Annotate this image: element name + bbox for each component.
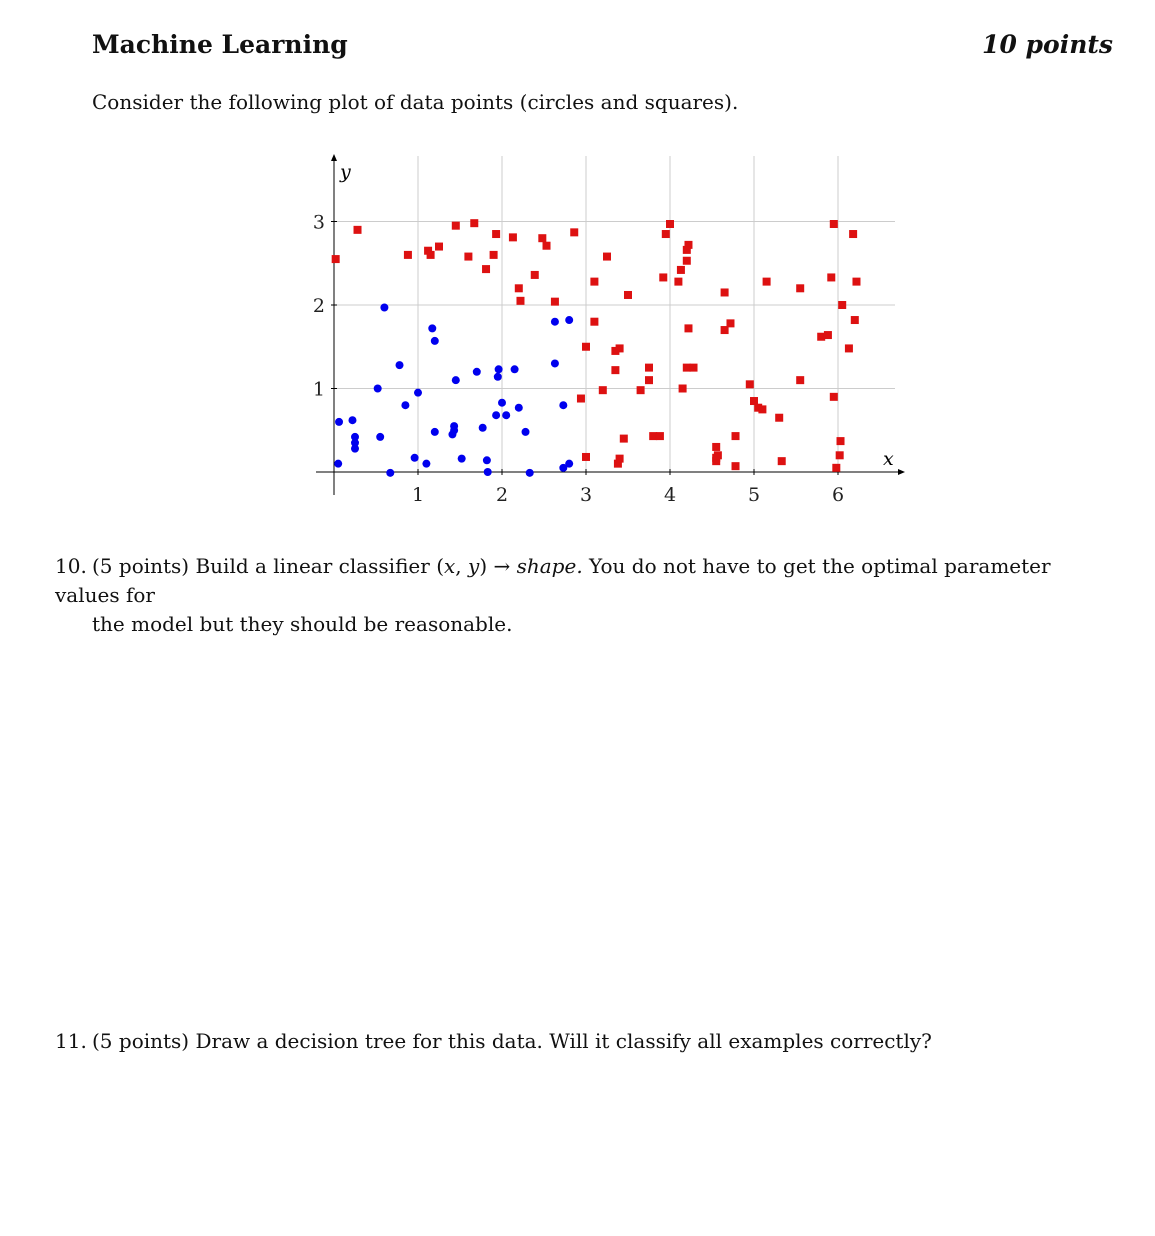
square-point <box>616 344 624 352</box>
question-11 <box>55 1027 1115 1056</box>
square-point <box>837 437 845 445</box>
math-x: x <box>444 554 456 578</box>
square-point <box>659 273 667 281</box>
data-points <box>332 219 861 477</box>
square-point <box>590 318 598 326</box>
circle-point <box>348 416 356 424</box>
circle-point <box>511 365 519 373</box>
square-point <box>582 453 590 461</box>
y-tick-label: 3 <box>312 211 325 234</box>
square-point <box>492 230 500 238</box>
x-tick-label: 3 <box>579 484 593 506</box>
square-point <box>677 266 685 274</box>
square-point <box>470 219 478 227</box>
circle-point <box>450 422 458 430</box>
circle-point <box>458 455 466 463</box>
question-number: 10. <box>55 554 87 578</box>
y-tick-label: 1 <box>312 378 325 401</box>
circle-point <box>452 376 460 384</box>
square-point <box>714 451 722 459</box>
square-point <box>404 251 412 259</box>
square-point <box>577 395 585 403</box>
square-point <box>543 242 551 250</box>
square-point <box>645 364 653 372</box>
circle-point <box>515 404 523 412</box>
square-point <box>712 443 720 451</box>
question-10 <box>55 552 1115 639</box>
x-axis-label: x <box>883 448 894 470</box>
square-point <box>778 457 786 465</box>
square-point <box>827 273 835 281</box>
square-point <box>427 251 435 259</box>
square-point <box>845 344 853 352</box>
square-point <box>645 376 653 384</box>
square-point <box>684 241 692 249</box>
circle-point <box>431 337 439 345</box>
question-text: Draw a decision tree for this data. Will it classify all examples correctly? <box>195 1029 932 1053</box>
square-point <box>852 278 860 286</box>
circle-point <box>414 389 422 397</box>
circle-point <box>484 468 492 476</box>
square-point <box>758 405 766 413</box>
circle-point <box>483 456 491 464</box>
square-point <box>599 386 607 394</box>
circle-point <box>431 428 439 436</box>
question-points: (5 points) <box>92 554 190 578</box>
x-tick-label: 6 <box>831 484 845 506</box>
square-point <box>849 230 857 238</box>
question-text-tail: You do not have to get the optimal parameter values for <box>55 554 1051 607</box>
circle-point <box>559 401 567 409</box>
square-point <box>796 376 804 384</box>
square-point <box>732 462 740 470</box>
x-axis-arrow <box>898 469 905 475</box>
question-number: 11. <box>55 1029 87 1053</box>
circle-point <box>428 324 436 332</box>
square-point <box>656 432 664 440</box>
x-tick-label: 2 <box>495 484 509 506</box>
square-point <box>726 319 734 327</box>
square-point <box>509 233 517 241</box>
circle-point <box>335 418 343 426</box>
math-expression <box>436 554 487 578</box>
circle-point <box>492 411 500 419</box>
square-point <box>830 393 838 401</box>
math-y: y <box>468 554 480 578</box>
target-label: shape. <box>516 554 583 578</box>
square-point <box>611 366 619 374</box>
square-point <box>746 380 754 388</box>
math-comma: , <box>455 554 462 578</box>
intro-text: Consider the following plot of data points (circles and squares). <box>92 90 739 114</box>
arrow-symbol: → <box>493 554 511 578</box>
square-point <box>616 455 624 463</box>
square-point <box>679 385 687 393</box>
circle-point <box>494 373 502 381</box>
square-point <box>683 257 691 265</box>
circle-point <box>380 304 388 312</box>
square-point <box>684 324 692 332</box>
square-point <box>354 226 362 234</box>
circle-point <box>396 361 404 369</box>
square-point <box>531 271 539 279</box>
square-point <box>435 243 443 251</box>
square-point <box>582 343 590 351</box>
square-point <box>620 435 628 443</box>
square-point <box>516 297 524 305</box>
square-point <box>763 278 771 286</box>
circle-point <box>522 428 530 436</box>
circle-point <box>374 385 382 393</box>
square-point <box>666 220 674 228</box>
circle-point <box>422 460 430 468</box>
circle-point <box>376 433 384 441</box>
axes <box>316 154 905 495</box>
square-point <box>662 230 670 238</box>
square-point <box>674 278 682 286</box>
circle-point <box>386 469 394 477</box>
square-point <box>332 255 340 263</box>
ticks <box>313 212 844 507</box>
y-axis-label: y <box>340 161 351 183</box>
circle-point <box>479 424 487 432</box>
square-point <box>824 331 832 339</box>
square-point <box>721 288 729 296</box>
x-tick-label: 1 <box>411 484 425 506</box>
circle-point <box>495 365 503 373</box>
square-point <box>836 451 844 459</box>
math-paren-open: ( <box>436 554 444 578</box>
circle-point <box>473 368 481 376</box>
square-point <box>590 278 598 286</box>
y-tick-label: 2 <box>312 295 325 317</box>
square-point <box>851 316 859 324</box>
square-point <box>603 253 611 261</box>
question-text-continued: the model but they should be reasonable. <box>92 612 513 636</box>
circle-point <box>411 454 419 462</box>
question-points: (5 points) <box>92 1029 190 1053</box>
square-point <box>482 265 490 273</box>
question-text: Build a linear classifier <box>195 554 430 578</box>
points-label: 10 points <box>982 30 1113 59</box>
grid <box>334 156 895 472</box>
square-point <box>637 386 645 394</box>
circle-point <box>565 460 573 468</box>
x-tick-label: 5 <box>747 484 761 506</box>
square-point <box>624 291 632 299</box>
square-point <box>570 228 578 236</box>
square-point <box>775 414 783 422</box>
x-tick-label: 4 <box>663 484 677 506</box>
circle-point <box>401 401 409 409</box>
square-point <box>490 251 498 259</box>
square-point <box>796 284 804 292</box>
square-point <box>690 364 698 372</box>
circle-point <box>526 469 534 477</box>
square-point <box>838 301 846 309</box>
circle-point <box>351 445 359 453</box>
square-point <box>832 464 840 472</box>
circle-point <box>498 399 506 407</box>
y-axis-arrow <box>331 154 337 161</box>
circle-point <box>334 460 342 468</box>
circle-point <box>565 316 573 324</box>
square-point <box>515 284 523 292</box>
scatter-plot <box>300 150 920 520</box>
square-point <box>452 222 460 230</box>
circle-point <box>551 359 559 367</box>
circle-point <box>502 411 510 419</box>
square-point <box>732 432 740 440</box>
square-point <box>464 253 472 261</box>
page-title: Machine Learning <box>92 30 348 59</box>
square-point <box>538 234 546 242</box>
square-point <box>830 220 838 228</box>
circle-point <box>551 318 559 326</box>
square-point <box>551 298 559 306</box>
math-paren-close: ) <box>479 554 488 578</box>
